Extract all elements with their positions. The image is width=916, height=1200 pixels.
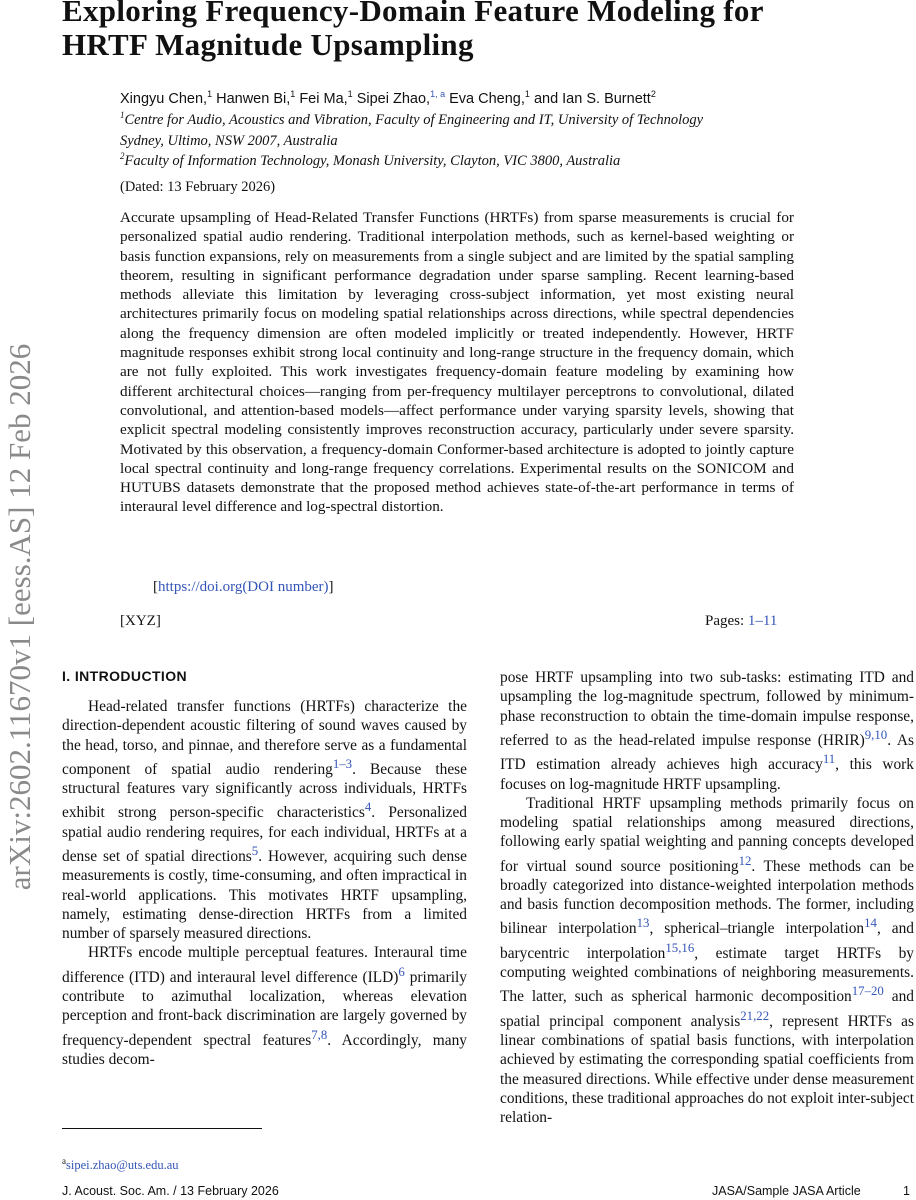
- author-affiliation-mark: 1: [524, 89, 530, 100]
- pages-label: Pages:: [705, 613, 748, 629]
- author: Xingyu Chen,: [120, 91, 208, 107]
- affiliation-2: [120, 151, 810, 172]
- citation[interactable]: 14: [864, 916, 877, 931]
- paragraph-text: , and barycentric interpolation: [500, 920, 915, 962]
- affiliation-line: Centre for Audio, Acoustics and Vibration, Faculty of Engineering and IT, University of Technology: [124, 112, 704, 128]
- footer-page-number: 1: [903, 1184, 910, 1198]
- citation[interactable]: 12: [738, 853, 752, 868]
- citation[interactable]: 4: [364, 800, 372, 815]
- citation[interactable]: 11: [822, 752, 836, 767]
- footnote-rule: [62, 1128, 262, 1129]
- paragraph-text: . Accordingly, many studies decom-: [62, 1031, 467, 1068]
- paragraph: [500, 794, 914, 1128]
- citation[interactable]: 6: [398, 964, 405, 979]
- affiliation-mark: 2: [120, 151, 125, 162]
- author-affiliation-mark: 2: [650, 89, 656, 100]
- paragraph-text: pose HRTF upsampling into two sub-tasks: estimating ITD and upsampling the log-magnitude spectrum, followed by minimum-phase reconstruction to obtain the time-domain impulse response, referred to as the head-related impulse response (HRIR): [500, 669, 914, 749]
- footer-journal: J. Acoust. Soc. Am. / 13 February 2026: [62, 1184, 279, 1198]
- paragraph-text: , represent HRTFs as linear combinations of spatial basis functions, with interpolation achieved by estimating the corresponding spatial coefficients from the measured directions. While effective under dense measurement conditions, these traditional approaches do not exploit inter-subject relation-: [500, 1012, 914, 1127]
- author-affiliation-mark: 1: [347, 89, 353, 100]
- author: Eva Cheng,: [449, 91, 525, 107]
- doi-bracket-open: [: [153, 579, 158, 595]
- paragraph-text: HRTFs encode multiple perceptual features. Interaural time difference (ITD) and interaural level difference (ILD): [62, 944, 467, 986]
- author: Sipei Zhao,: [356, 91, 431, 107]
- author: Fei Ma,: [299, 91, 348, 107]
- email-link[interactable]: sipei.zhao@uts.edu.au: [66, 1158, 179, 1172]
- affiliation-line: Sydney, Ultimo, NSW 2007, Australia: [120, 133, 338, 149]
- affiliation-mark: 1: [120, 110, 125, 121]
- paragraph-text: , spherical–triangle interpolation: [649, 920, 865, 938]
- arxiv-identifier: arXiv:2602.11670v1 [eess.AS] 12 Feb 2026: [2, 343, 37, 891]
- paragraph-text: Head-related transfer functions (HRTFs) characterize the direction-dependent acoustic filtering of sound waves caused by the head, torso, and pinnae, and therefore serve as a fundamental component of spatial audio rendering: [62, 698, 467, 778]
- paragraph-text: . As ITD estimation already achieves high accuracy: [500, 731, 914, 774]
- abstract: Accurate upsampling of Head-Related Transfer Functions (HRTFs) from sparse measurements is crucial for personalized spatial audio rendering. Traditional interpolation methods, such as kernel-based weighting or basis function expansions, rely on measurements from a single subject and are limited by the spatial sampling theorem, resulting in significant performance degradation under sparse sampling. Recent learning-based methods alleviate this limitation by leveraging cross-subject information, yet most existing neural architectures primarily focus on modeling spatial relationships across directions, while spectral dependencies along the frequency dimension are often modeled implicitly or treated independently. However, HRTF magnitude responses exhibit strong local continuity and long-range structure in the frequency domain, which are not fully exploited. This work investigates frequency-domain feature modeling by examining how different architectural choices—ranging from per-frequency multilayer perceptrons to convolutional, dilated convolutional, and attention-based models—affect performance under varying sparsity levels, showing that explicit spectral modeling consistently improves reconstruction accuracy, particularly under severe sparsity. Motivated by this observation, a frequency-domain Conformer-based architecture is adopted to jointly capture local spectral continuity and long-range frequency correlations. Experimental results on the SONICOM and HUTUBS datasets demonstrate that the proposed method achieves state-of-the-art performance in terms of interaural level difference and log-spectral distortion.: [120, 209, 794, 516]
- paragraph-text: primarily contribute to azimuthal localization, whereas elevation perception and front-back discrimination are largely governed by frequency-dependent spectral features: [62, 968, 468, 1049]
- citation[interactable]: 9,10: [864, 727, 888, 742]
- author: Hanwen Bi,: [216, 91, 291, 107]
- citation[interactable]: 7,8: [311, 1027, 328, 1042]
- paragraph-text: , this work focuses on log-magnitude HRTF upsampling.: [500, 756, 914, 793]
- paragraph-text: . These methods can be broadly categorized into distance-weighted interpolation methods and basis function decomposition methods. The former, including bilinear interpolation: [500, 857, 915, 938]
- paragraph-text: and spatial principal component analysis: [500, 988, 914, 1030]
- citation[interactable]: 5: [251, 844, 259, 858]
- affiliation-line: Faculty of Information Technology, Monash University, Clayton, VIC 3800, Australia: [124, 153, 621, 169]
- doi-line: [153, 577, 334, 597]
- author-affiliation-mark[interactable]: 1, a: [430, 89, 446, 100]
- doi-bracket-close: ]: [328, 579, 334, 595]
- paragraph-text: , estimate target HRTFs by computing weighted combinations of neighboring measurements. The latter, such as spherical harmonic decomposition: [500, 944, 914, 1006]
- xyz-tag: [XYZ]: [120, 613, 161, 629]
- paragraph-text: . However, acquiring such dense measurements is costly, time-consuming, and often impractical in real-world applications. This motivates HRTF upsampling, namely, estimating dense-direction HRTFs from a limited number of sparsely measured directions.: [62, 848, 467, 943]
- citation[interactable]: 13: [636, 916, 650, 931]
- title-line-2: HRTF Magnitude Upsampling: [62, 27, 474, 62]
- section-heading: I. INTRODUCTION: [62, 668, 187, 684]
- doi-link[interactable]: https://doi.org(DOI number): [158, 579, 329, 595]
- paragraph-text: . Because these structural features vary significantly across individuals, HRTFs exhibit strong person-specific characteristics: [62, 760, 467, 822]
- author-affiliation-mark: 1: [207, 89, 213, 100]
- author-affiliation-mark: 1: [290, 89, 296, 100]
- paragraph: [500, 668, 914, 794]
- right-column: [500, 668, 914, 1127]
- author-list: [120, 88, 820, 110]
- paper-title: [62, 0, 882, 62]
- citation[interactable]: 15,16: [665, 940, 695, 955]
- author: and Ian S. Burnett: [533, 91, 651, 107]
- paragraph: [62, 697, 467, 943]
- pages-link[interactable]: 1–11: [747, 613, 778, 629]
- citation[interactable]: 1–3: [332, 756, 353, 771]
- paragraph: [62, 943, 467, 1069]
- footnote-mark: a: [62, 1155, 66, 1166]
- dated-line: (Dated: 13 February 2026): [120, 179, 276, 195]
- page-range: [705, 611, 777, 631]
- footnote: [62, 1157, 179, 1173]
- citation[interactable]: 17–20: [851, 984, 884, 999]
- citation[interactable]: 21,22: [740, 1008, 770, 1023]
- left-column: [62, 697, 467, 1069]
- paragraph-text: . Personalized spatial audio rendering requires, for each individual, HRTFs at a dense set of spatial directions: [62, 804, 467, 866]
- paragraph-text: Traditional HRTF upsampling methods primarily focus on modeling spatial relationships among measured directions, following early spatial weighting and panning concepts developed for virtual sound source positioning: [500, 794, 914, 875]
- footer-article: JASA/Sample JASA Article: [712, 1184, 861, 1198]
- title-line-1: Exploring Frequency-Domain Feature Modeling for: [62, 0, 764, 28]
- affiliation-1: [120, 110, 810, 152]
